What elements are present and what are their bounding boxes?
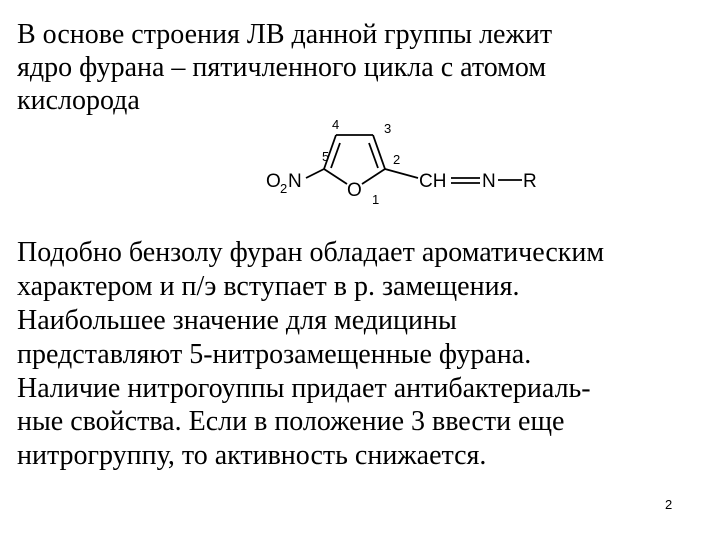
body-line: представляют 5-нитрозамещенные фурана.	[17, 338, 532, 370]
intro-line: кислорода	[17, 85, 140, 117]
body-line: Подобно бензолу фуран обладает ароматическим	[17, 237, 605, 268]
bond-nitro-c5	[306, 169, 324, 178]
ch-label: CH	[419, 171, 447, 192]
r-group-label: R	[523, 171, 537, 192]
intro-line: ядро фурана – пятичленного цикла с атомом	[17, 52, 547, 84]
ring-bond-c5-o1	[324, 169, 347, 184]
position-5-label: 5	[322, 149, 330, 164]
body-line: характером и п/э вступает в р. замещения.	[17, 270, 520, 302]
position-4-label: 4	[332, 117, 340, 132]
bond-c2-ch	[385, 169, 418, 178]
ring-oxygen-label: O	[347, 180, 362, 201]
nitro-oxygen-label: O	[266, 171, 281, 192]
ring-bond-c3-c2	[373, 135, 385, 169]
nitrofuran-structure	[258, 114, 558, 214]
body-line: Наибольшее значение для медицины	[17, 304, 457, 336]
position-3-label: 3	[384, 121, 392, 136]
imine-nitrogen-label: N	[482, 171, 496, 192]
intro-line: В основе строения ЛВ данной группы лежит	[17, 19, 553, 50]
nitro-subscript-label: 2	[280, 181, 288, 196]
body-paragraph	[17, 236, 604, 473]
position-1-label: 1	[372, 192, 380, 207]
body-line: Наличие нитрогоуппы придает антибактериаль-	[17, 372, 591, 404]
nitro-nitrogen-label: N	[288, 171, 302, 192]
body-line: нитрогруппу, то активность снижается.	[17, 440, 487, 472]
body-line: ные свойства. Если в положение 3 ввести еще	[17, 406, 565, 438]
page-number: 2	[665, 497, 673, 512]
position-2-label: 2	[393, 152, 401, 167]
intro-paragraph	[17, 18, 552, 117]
ring-bond-c2-o1	[362, 169, 385, 184]
